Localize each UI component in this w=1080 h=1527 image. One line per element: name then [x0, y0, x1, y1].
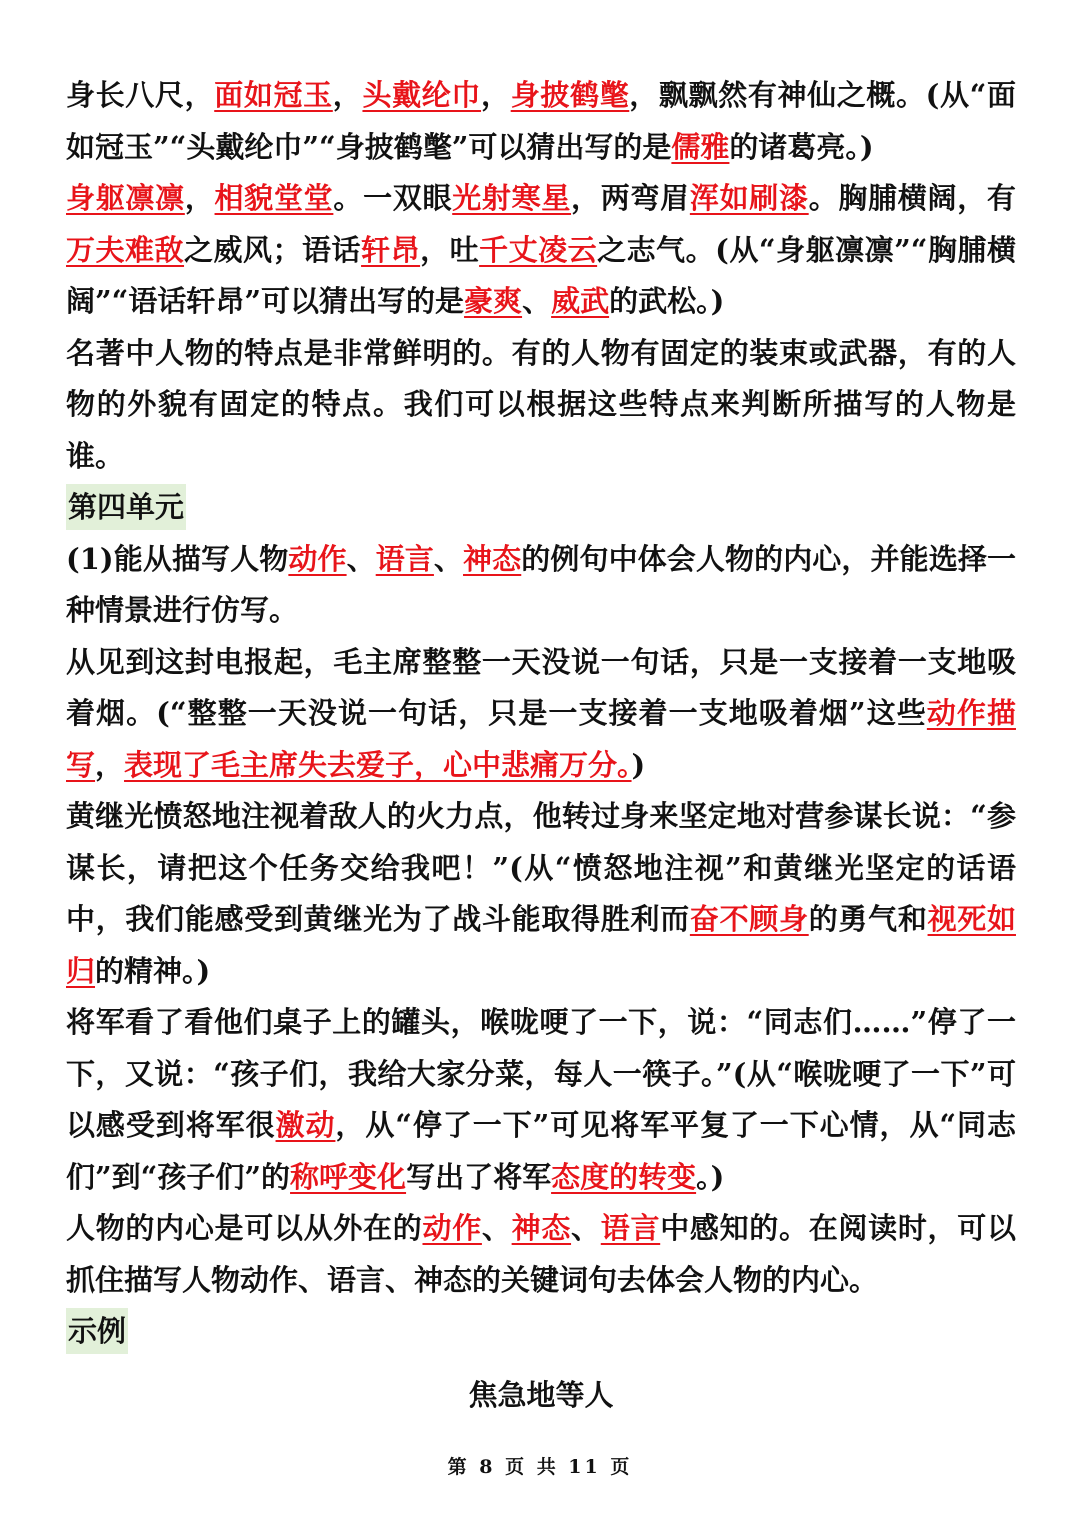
- paragraph-summary-unit3: [66, 328, 1016, 483]
- text-run: 、: [346, 541, 376, 576]
- text-run: 。): [696, 1159, 725, 1194]
- highlighted-keyword: 身披鹤氅: [510, 78, 630, 112]
- highlighted-keyword: 光射寒星: [452, 181, 572, 215]
- text-run: ，飘飘然有神仙之概。(从“面如冠玉”“头戴纶巾”“身披鹤氅”可以猜出写的是: [66, 78, 1016, 164]
- text-run: 从见到这封电报起，毛主席整整一天没说一句话，只是一支接着一支地吸着烟。(“整整一天没说一句话，只是一支接着一支地吸着烟”这些: [66, 644, 1016, 730]
- text-run: ): [631, 747, 646, 782]
- highlighted-keyword: 动作: [288, 541, 347, 576]
- unit-4-heading: 第四单元: [66, 484, 186, 530]
- paragraph-wu-song: [66, 173, 1016, 328]
- highlighted-keyword: 豪爽: [464, 284, 523, 318]
- highlighted-keyword: 面如冠玉: [214, 78, 333, 112]
- highlighted-keyword: 神态: [511, 1211, 572, 1245]
- highlighted-keyword: 态度的转变: [551, 1159, 697, 1194]
- text-run: 的诸葛亮。): [729, 129, 874, 164]
- document-body: [66, 70, 1016, 1421]
- text-run: 之威风；语话: [184, 232, 362, 267]
- example-heading: 示例: [66, 1308, 128, 1354]
- paragraph-huang-jiguang: [66, 791, 1016, 997]
- highlighted-keyword: 激动: [275, 1108, 336, 1142]
- highlighted-keyword: 称呼变化: [290, 1159, 407, 1194]
- text-run: ，从“停了一下”可见将军平复了一下心情，从“同志们”到“孩子们”的: [66, 1108, 1016, 1194]
- text-run: 写出了将军: [406, 1159, 552, 1194]
- paragraph-chairman-mao: [66, 637, 1016, 792]
- text-run: ，: [332, 78, 363, 112]
- highlighted-keyword: 儒雅: [671, 129, 730, 164]
- text-run: 。一双眼: [333, 181, 453, 215]
- highlighted-keyword: 千丈凌云: [479, 232, 598, 267]
- text-run: 黄继光愤怒地注视着敌人的火力点，他转过身来坚定地对营参谋长说：“参谋长，请把这个任务交给我吧！”(从“愤怒地注视”和黄继光坚定的话语中，我们能感受到黄继光为了战斗能取得胜利而: [66, 799, 1016, 936]
- highlighted-keyword: 奋不顾身: [689, 902, 809, 936]
- text-run: 的武松。): [609, 284, 725, 318]
- highlighted-keyword: 头戴纶巾: [362, 78, 482, 112]
- highlighted-keyword: 表现了毛主席失去爱子，心中悲痛万分。: [124, 747, 632, 782]
- page-footer: 第 8 页 共 11 页: [447, 1456, 633, 1478]
- paragraph-goal-1: [66, 534, 1016, 637]
- highlighted-keyword: 动作描写: [66, 696, 1016, 782]
- highlighted-keyword: 语言: [600, 1211, 661, 1245]
- text-run: 将军看了看他们桌子上的罐头，喉咙哽了一下，说：“同志们……”停了一下，又说：“孩子们，我给大家分菜，每人一筷子。”(从“喉咙哽了一下”可以感受到将军很: [66, 1005, 1016, 1142]
- text-run: 之志气。(从“身躯凛凛”“胸脯横阔”“语话轩昂”可以猜出写的是: [66, 232, 1016, 318]
- highlighted-keyword: 浑如刷漆: [689, 181, 809, 215]
- text-run: 身长八尺，: [66, 78, 215, 112]
- highlighted-keyword: 相貌堂堂: [214, 181, 334, 215]
- text-run: 的精神。): [95, 953, 211, 988]
- text-run: 名著中人物的特点是非常鲜明的。有的人物有固定的装束或武器，有的人物的外貌有固定的特点。我们可以根据这些特点来判断所描写的人物是谁。: [66, 335, 1016, 473]
- text-run: 、: [481, 1211, 512, 1245]
- text-run: ，吐: [420, 232, 480, 267]
- text-run: 、: [433, 541, 464, 576]
- highlighted-keyword: 神态: [463, 541, 522, 576]
- highlighted-keyword: 视死如归: [66, 902, 1016, 988]
- highlighted-keyword: 语言: [375, 541, 434, 576]
- highlighted-keyword: 轩昂: [361, 232, 421, 267]
- highlighted-keyword: 威武: [551, 284, 610, 318]
- highlighted-keyword: 动作: [422, 1211, 482, 1245]
- text-run: 的勇气和: [808, 902, 928, 936]
- paragraph-summary-unit4: [66, 1203, 1016, 1306]
- text-run: ，: [481, 78, 511, 112]
- paragraph-zhuge-liang: [66, 70, 1016, 173]
- text-run: ，: [184, 181, 215, 215]
- example-title: 焦急地等人: [468, 1377, 614, 1412]
- highlighted-keyword: 身躯凛凛: [66, 181, 185, 215]
- text-run: ，: [95, 747, 125, 782]
- text-run: 的例句中体会人物的内心，并能选择一种情景进行仿写。: [66, 541, 1016, 627]
- highlighted-keyword: 万夫难敌: [66, 232, 185, 267]
- text-run: 。胸脯横阔，有: [808, 181, 1016, 215]
- text-run: 人物的内心是可以从外在的: [66, 1211, 423, 1245]
- text-run: ，两弯眉: [571, 181, 690, 215]
- text-run: 、: [522, 284, 552, 318]
- text-run: (1)能从描写人物: [66, 541, 289, 576]
- text-run: 中感知的。在阅读时，可以抓住描写人物动作、语言、神态的关键词句去体会人物的内心。: [66, 1211, 1016, 1297]
- text-run: 、: [571, 1211, 601, 1245]
- paragraph-general: [66, 997, 1016, 1203]
